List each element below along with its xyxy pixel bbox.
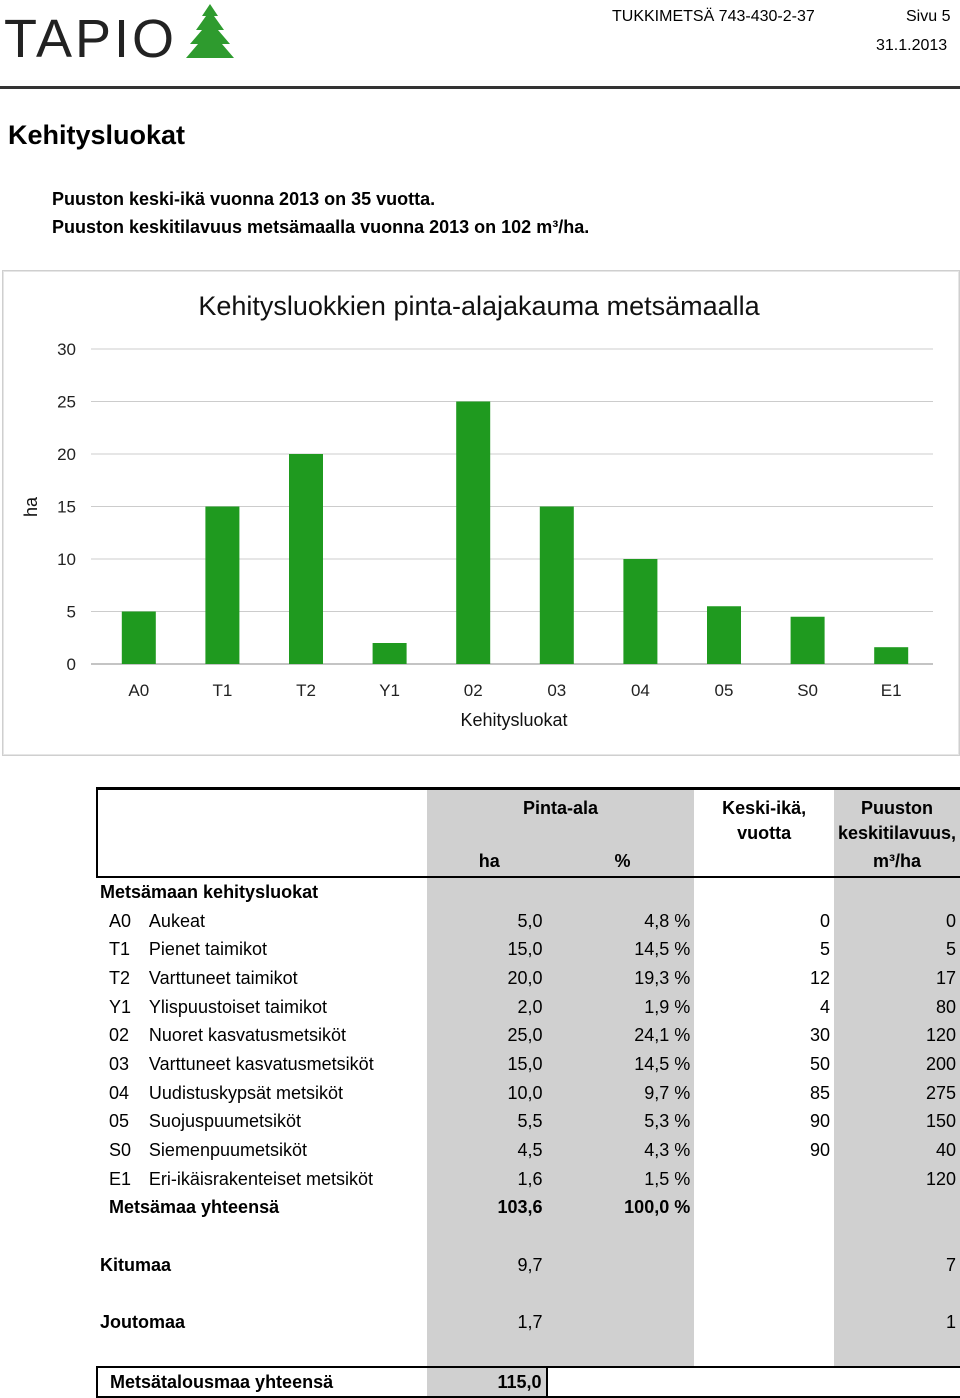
row-age: 50: [809, 1054, 830, 1075]
row-pct: 1,5 %: [547, 1165, 695, 1194]
x-tick-label: 03: [547, 681, 567, 700]
total-ha: 103,6: [427, 1194, 547, 1223]
x-tick-label: T1: [212, 681, 233, 700]
row-vol: 40: [834, 1136, 960, 1165]
y-tick-label: 30: [57, 340, 76, 359]
row-pct: 5,3 %: [547, 1108, 695, 1137]
row-pct: 19,3 %: [547, 964, 695, 993]
row-name: Pienet taimikot: [148, 939, 267, 960]
row-pct: 14,5 %: [547, 1050, 695, 1079]
property-title: TUKKIMETSÄ 743-430-2-37: [612, 8, 815, 25]
table-header-row-1: [97, 789, 960, 819]
y-axis-label: ha: [21, 496, 41, 518]
header-vol-2: keskitilavuus,: [834, 819, 960, 848]
bar-S0: [791, 617, 825, 664]
bar-T1: [205, 507, 239, 665]
x-tick-label: Y1: [379, 681, 400, 700]
y-tick-label: 10: [57, 550, 76, 569]
row-vol: 150: [834, 1108, 960, 1137]
group-label-row: [97, 877, 960, 907]
row-vol: 120: [834, 1165, 960, 1194]
row-name: Nuoret kasvatusmetsiköt: [148, 1025, 346, 1046]
row-age: 30: [809, 1025, 830, 1046]
row-age: 5: [819, 939, 830, 960]
logo-text: TAPIO: [4, 9, 178, 66]
row-vol: 0: [834, 907, 960, 936]
row-name: Varttuneet taimikot: [148, 967, 298, 988]
joutomaa-ha: 1,7: [427, 1308, 547, 1337]
row-age: [694, 1165, 834, 1194]
total-row: [97, 1194, 960, 1223]
kitumaa-ha: 9,7: [427, 1251, 547, 1280]
y-tick-label: 20: [57, 445, 76, 464]
header-pct: %: [547, 847, 695, 877]
bar-T2: [289, 454, 323, 664]
row-age: 12: [809, 967, 830, 988]
header-vol-3: m³/ha: [834, 847, 960, 877]
row-pct: 14,5 %: [547, 935, 695, 964]
table-row: [97, 907, 960, 936]
grand-total-label: Metsätalousmaa yhteensä: [97, 1367, 427, 1398]
bar-A0: [122, 612, 156, 665]
bar-02: [456, 402, 490, 665]
intro-line-2: Puuston keskitilavuus metsämaalla vuonna 2013 on 102 m³/ha.: [52, 217, 590, 237]
row-ha: 15,0: [427, 1050, 547, 1079]
row-code: T1: [109, 939, 131, 960]
table-header-row-2: [97, 819, 960, 848]
kitumaa-row: [97, 1251, 960, 1280]
row-pct: 1,9 %: [547, 993, 695, 1022]
row-name: Eri-ikäisrakenteiset metsiköt: [148, 1168, 373, 1189]
row-age: 90: [809, 1111, 830, 1132]
y-tick-label: 15: [57, 497, 76, 517]
tapio-logo-svg: [4, 2, 244, 66]
y-tick-label: 5: [66, 602, 76, 622]
bar-04: [623, 559, 657, 664]
chart-title: Kehitysluokkien pinta-alajakauma metsämaalla: [198, 291, 760, 321]
row-ha: 5,0: [427, 907, 547, 936]
row-age: 4: [819, 996, 830, 1017]
joutomaa-label: Joutomaa: [100, 1312, 186, 1333]
row-vol: 275: [834, 1079, 960, 1108]
row-code: S0: [109, 1140, 132, 1161]
joutomaa-vol: 1: [834, 1308, 960, 1337]
row-vol: 17: [834, 964, 960, 993]
x-tick-label: T2: [296, 681, 316, 700]
row-code: 02: [109, 1025, 130, 1046]
row-vol: 5: [834, 935, 960, 964]
bar-03: [540, 507, 574, 665]
header-age-2: vuotta: [737, 822, 792, 843]
x-axis-label: Kehitysluokat: [460, 710, 568, 730]
bar-05: [707, 606, 741, 664]
row-name: Aukeat: [148, 910, 205, 931]
row-ha: 25,0: [427, 1022, 547, 1051]
header-area: Pinta-ala: [427, 789, 695, 819]
row-pct: 24,1 %: [547, 1022, 695, 1051]
bar-Y1: [373, 643, 407, 664]
table-row: [97, 964, 960, 993]
row-pct: 4,8 %: [547, 907, 695, 936]
row-vol: 80: [834, 993, 960, 1022]
table-header-row-3: [97, 847, 960, 877]
row-age: 90: [809, 1140, 830, 1161]
row-ha: 1,6: [427, 1165, 547, 1194]
tree-icon: [186, 4, 234, 58]
x-tick-label: E1: [880, 681, 902, 700]
page-number: Sivu 5: [906, 8, 951, 25]
kitumaa-label: Kitumaa: [100, 1254, 172, 1275]
row-code: A0: [109, 910, 132, 931]
row-name: Varttuneet kasvatusmetsiköt: [148, 1054, 374, 1075]
group-label: Metsämaan kehitysluokat: [100, 881, 319, 902]
table-row: [97, 1165, 960, 1194]
x-tick-label: 04: [630, 681, 650, 700]
kitumaa-vol: 7: [834, 1251, 960, 1280]
row-ha: 15,0: [427, 935, 547, 964]
header-age-1: Keski-ikä,: [722, 797, 807, 818]
tapio-logo: [4, 2, 244, 66]
report-date: 31.1.2013: [876, 37, 948, 54]
bar-E1: [874, 647, 908, 664]
row-vol: 120: [834, 1022, 960, 1051]
total-pct: 100,0 %: [547, 1194, 695, 1223]
chart-frame: [2, 270, 960, 756]
row-code: 04: [109, 1082, 130, 1103]
table-row: [97, 993, 960, 1022]
joutomaa-row: [97, 1308, 960, 1337]
row-age: 85: [809, 1082, 830, 1103]
row-code: T2: [109, 967, 131, 988]
x-tick-label: 05: [714, 681, 734, 700]
x-tick-label: S0: [797, 681, 818, 700]
header-divider: [0, 86, 960, 89]
grand-total-ha: 115,0: [427, 1367, 547, 1398]
row-vol: 200: [834, 1050, 960, 1079]
row-name: Siemenpuumetsiköt: [148, 1140, 308, 1161]
table-row: [97, 1108, 960, 1137]
row-name: Uudistuskypsät metsiköt: [148, 1082, 343, 1103]
row-code: 03: [109, 1054, 130, 1075]
row-code: 05: [109, 1111, 130, 1132]
header-vol-1: Puuston: [834, 789, 960, 819]
row-name: Ylispuustoiset taimikot: [148, 996, 327, 1017]
total-label: Metsämaa yhteensä: [109, 1197, 280, 1218]
table-row: [97, 1022, 960, 1051]
row-pct: 9,7 %: [547, 1079, 695, 1108]
table-row: [97, 1079, 960, 1108]
x-tick-label: A0: [128, 681, 150, 700]
row-ha: 4,5: [427, 1136, 547, 1165]
row-age: 0: [819, 910, 830, 931]
table-row: [97, 935, 960, 964]
row-ha: 20,0: [427, 964, 547, 993]
row-pct: 4,3 %: [547, 1136, 695, 1165]
y-tick-label: 25: [57, 392, 76, 412]
row-code: Y1: [109, 996, 132, 1017]
header-ha: ha: [427, 847, 547, 877]
y-tick-label: 0: [66, 655, 76, 674]
row-code: E1: [109, 1168, 132, 1189]
x-tick-label: 02: [463, 681, 483, 700]
row-ha: 5,5: [427, 1108, 547, 1137]
intro-line-1: Puuston keski-ikä vuonna 2013 on 35 vuotta.: [52, 189, 436, 209]
table-row: [97, 1050, 960, 1079]
bar-chart: [3, 271, 959, 755]
section-title: Kehitysluokat: [8, 120, 186, 150]
row-name: Suojuspuumetsiköt: [148, 1111, 302, 1132]
development-class-table: [96, 787, 960, 1398]
row-ha: 10,0: [427, 1079, 547, 1108]
row-ha: 2,0: [427, 993, 547, 1022]
table-row: [97, 1136, 960, 1165]
